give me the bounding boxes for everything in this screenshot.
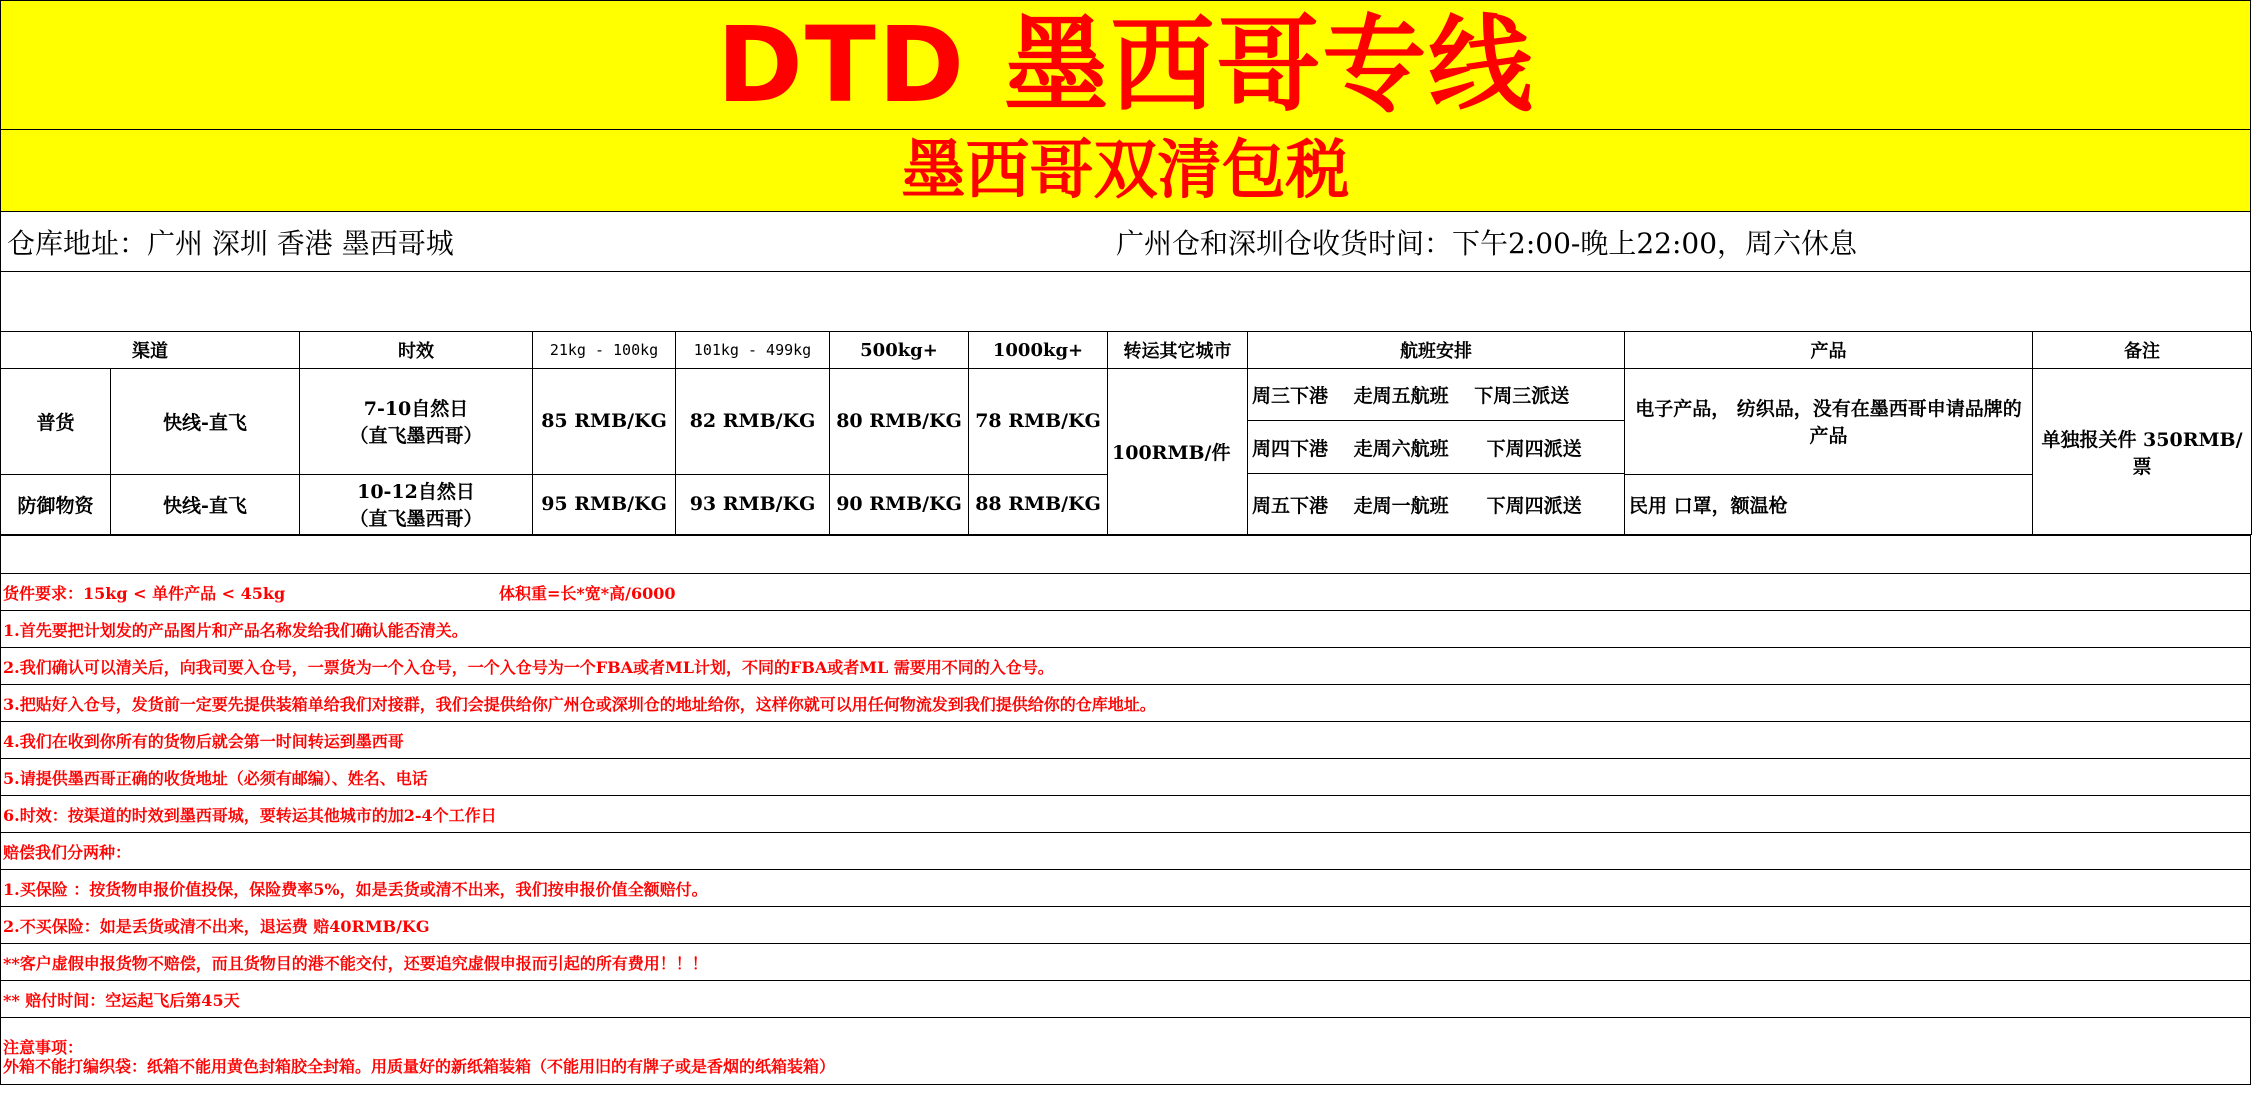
price-101-499kg: 82 RMB/KG: [676, 369, 830, 475]
blank-row: [0, 271, 2251, 331]
transit-days: 10-12自然日: [357, 481, 475, 504]
col-header-time: 时效: [300, 332, 533, 369]
cargo-requirement: [0, 573, 2251, 610]
note-item: 2.我们确认可以清关后，向我司要入仓号，一票货为一个入仓号，一个入仓号为一个FBA或者ML计划，不同的FBA或者ML 需要用不同的入仓号。: [0, 647, 2251, 684]
price-500kg: 80 RMB/KG: [830, 369, 969, 475]
notes-section: [0, 535, 2251, 1085]
col-header-product: 产品: [1625, 332, 2033, 369]
title-banner: [0, 0, 2251, 129]
col-header-flights: 航班安排: [1248, 332, 1625, 369]
col-header-21-100kg: 21kg - 100kg: [533, 332, 676, 369]
volume-weight-formula: 体积重=长*宽*高/6000: [499, 583, 676, 603]
flight-item: 周三下港 走周五航班 下周三派送: [1248, 369, 1624, 421]
flight-list: [1248, 369, 1624, 534]
channel-name: 快线-直飞: [111, 369, 300, 475]
table-header-row: [1, 332, 2252, 369]
transit-time: [300, 474, 533, 534]
receiving-time: 广州仓和深圳仓收货时间：下午2:00-晚上22:00，周六休息: [1116, 226, 1858, 260]
price-101-499kg: 93 RMB/KG: [676, 474, 830, 534]
flight-item: 周五下港 走周一航班 下周四派送: [1252, 494, 1582, 517]
col-header-1000kg: 1000kg+: [969, 332, 1108, 369]
transit-time: [300, 369, 533, 475]
attention-title: 注意事项：: [3, 1038, 84, 1057]
transit-days: 7-10自然日: [363, 398, 469, 421]
cargo-type: 普货: [1, 369, 111, 475]
col-header-channel: 渠道: [1, 332, 300, 369]
subtitle-banner: [0, 129, 2251, 211]
warehouse-address: 仓库地址：广州 深圳 香港 墨西哥城: [7, 226, 454, 260]
note-item: 4.我们在收到你所有的货物后就会第一时间转运到墨西哥: [0, 721, 2251, 758]
attention-notes: [0, 1017, 2251, 1085]
price-1000kg: 78 RMB/KG: [969, 369, 1108, 475]
remark: 单独报关件 350RMB/票: [2033, 369, 2252, 535]
page-subtitle: 墨西哥双清包税: [901, 133, 1350, 208]
channel-name: 快线-直飞: [111, 474, 300, 534]
note-blank: [0, 535, 2251, 573]
table-row: [1, 369, 2252, 475]
note-item: 赔偿我们分两种：: [0, 832, 2251, 869]
transit-note: （直飞墨西哥）: [349, 425, 483, 448]
col-header-transfer: 转运其它城市: [1108, 332, 1248, 369]
price-1000kg: 88 RMB/KG: [969, 474, 1108, 534]
note-item: 1.买保险 ：按货物申报价值投保，保险费率5%，如是丢货或清不出来，我们按申报价值全额赔付。: [0, 869, 2251, 906]
info-row: [0, 211, 2251, 271]
price-21-100kg: 95 RMB/KG: [533, 474, 676, 534]
col-header-101-499kg: 101kg - 499kg: [676, 332, 830, 369]
cargo-weight-req: 货件要求：15kg < 单件产品 < 45kg: [3, 583, 286, 603]
price-21-100kg: 85 RMB/KG: [533, 369, 676, 475]
transit-note: （直飞墨西哥）: [349, 508, 483, 531]
page-title: DTD 墨西哥专线: [716, 4, 1535, 126]
note-item: 1.首先要把计划发的产品图片和产品名称发给我们确认能否清关。: [0, 610, 2251, 647]
note-item: 6.时效：按渠道的时效到墨西哥城，要转运其他城市的加2-4个工作日: [0, 795, 2251, 832]
flight-schedule: [1248, 369, 1625, 535]
price-500kg: 90 RMB/KG: [830, 474, 969, 534]
note-item: **客户虚假申报货物不赔偿，而且货物目的港不能交付，还要追究虚假申报而引起的所有费用！！！: [0, 943, 2251, 980]
note-item: ** 赔付时间：空运起飞后第45天: [0, 980, 2251, 1017]
attention-text: 外箱不能打编织袋：纸箱不能用黄色封箱胶全封箱。用质量好的新纸箱装箱（不能用旧的有牌子或是香烟的纸箱装箱）: [3, 1057, 836, 1076]
cargo-type: 防御物资: [1, 474, 111, 534]
transfer-fee: 100RMB/件: [1108, 369, 1248, 535]
flight-item: 周四下港 走周六航班 下周四派送: [1248, 421, 1624, 474]
col-header-remark: 备注: [2033, 332, 2252, 369]
note-item: 2.不买保险：如是丢货或清不出来，退运费 赔40RMB/KG: [0, 906, 2251, 943]
product-desc: 电子产品， 纺织品，没有在墨西哥申请品牌的产品: [1625, 369, 2033, 475]
rates-table: [0, 331, 2252, 535]
note-item: 5.请提供墨西哥正确的收货地址（必须有邮编）、姓名、电话: [0, 758, 2251, 795]
note-item: 3.把贴好入仓号，发货前一定要先提供装箱单给我们对接群，我们会提供给你广州仓或深圳仓的地址给你，这样你就可以用任何物流发到我们提供给你的仓库地址。: [0, 684, 2251, 721]
product-desc: 民用 口罩，额温枪: [1625, 474, 2033, 534]
col-header-500kg: 500kg+: [830, 332, 969, 369]
